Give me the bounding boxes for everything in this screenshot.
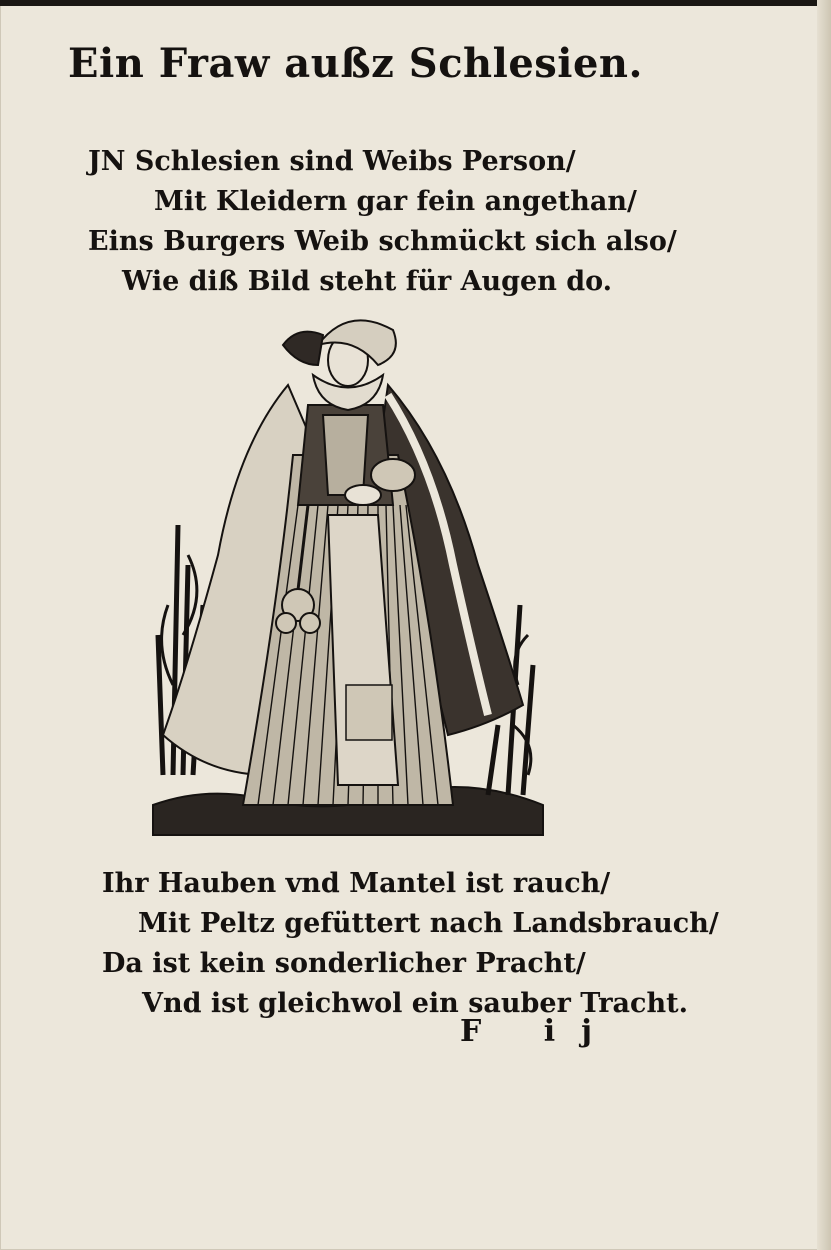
woodcut-illustration (148, 305, 548, 845)
verse-bottom (102, 864, 719, 1024)
page-top-border (0, 0, 831, 6)
signature-mark: F ij (460, 1014, 618, 1049)
verse-top (88, 142, 677, 302)
verse-line: Ihr Hauben vnd Mantel ist rauch/ (102, 868, 611, 899)
verse-line: Mit Kleidern gar fein angethan/ (154, 186, 637, 217)
muff (371, 459, 415, 491)
page-right-edge (817, 0, 831, 1250)
verse-line: Eins Burgers Weib schmückt sich also/ (88, 226, 677, 257)
verse-line: JN Schlesien sind Weibs Person/ (88, 146, 576, 177)
verse-line: Vnd ist gleichwol ein sauber Tracht. (142, 988, 688, 1019)
verse-line: Wie diß Bild steht für Augen do. (122, 266, 613, 297)
page-title: Ein Fraw außz Schlesien. (68, 40, 643, 87)
verse-line: Mit Peltz gefüttert nach Landsbrauch/ (138, 908, 719, 939)
verse-line: Da ist kein sonderlicher Pracht/ (102, 948, 586, 979)
